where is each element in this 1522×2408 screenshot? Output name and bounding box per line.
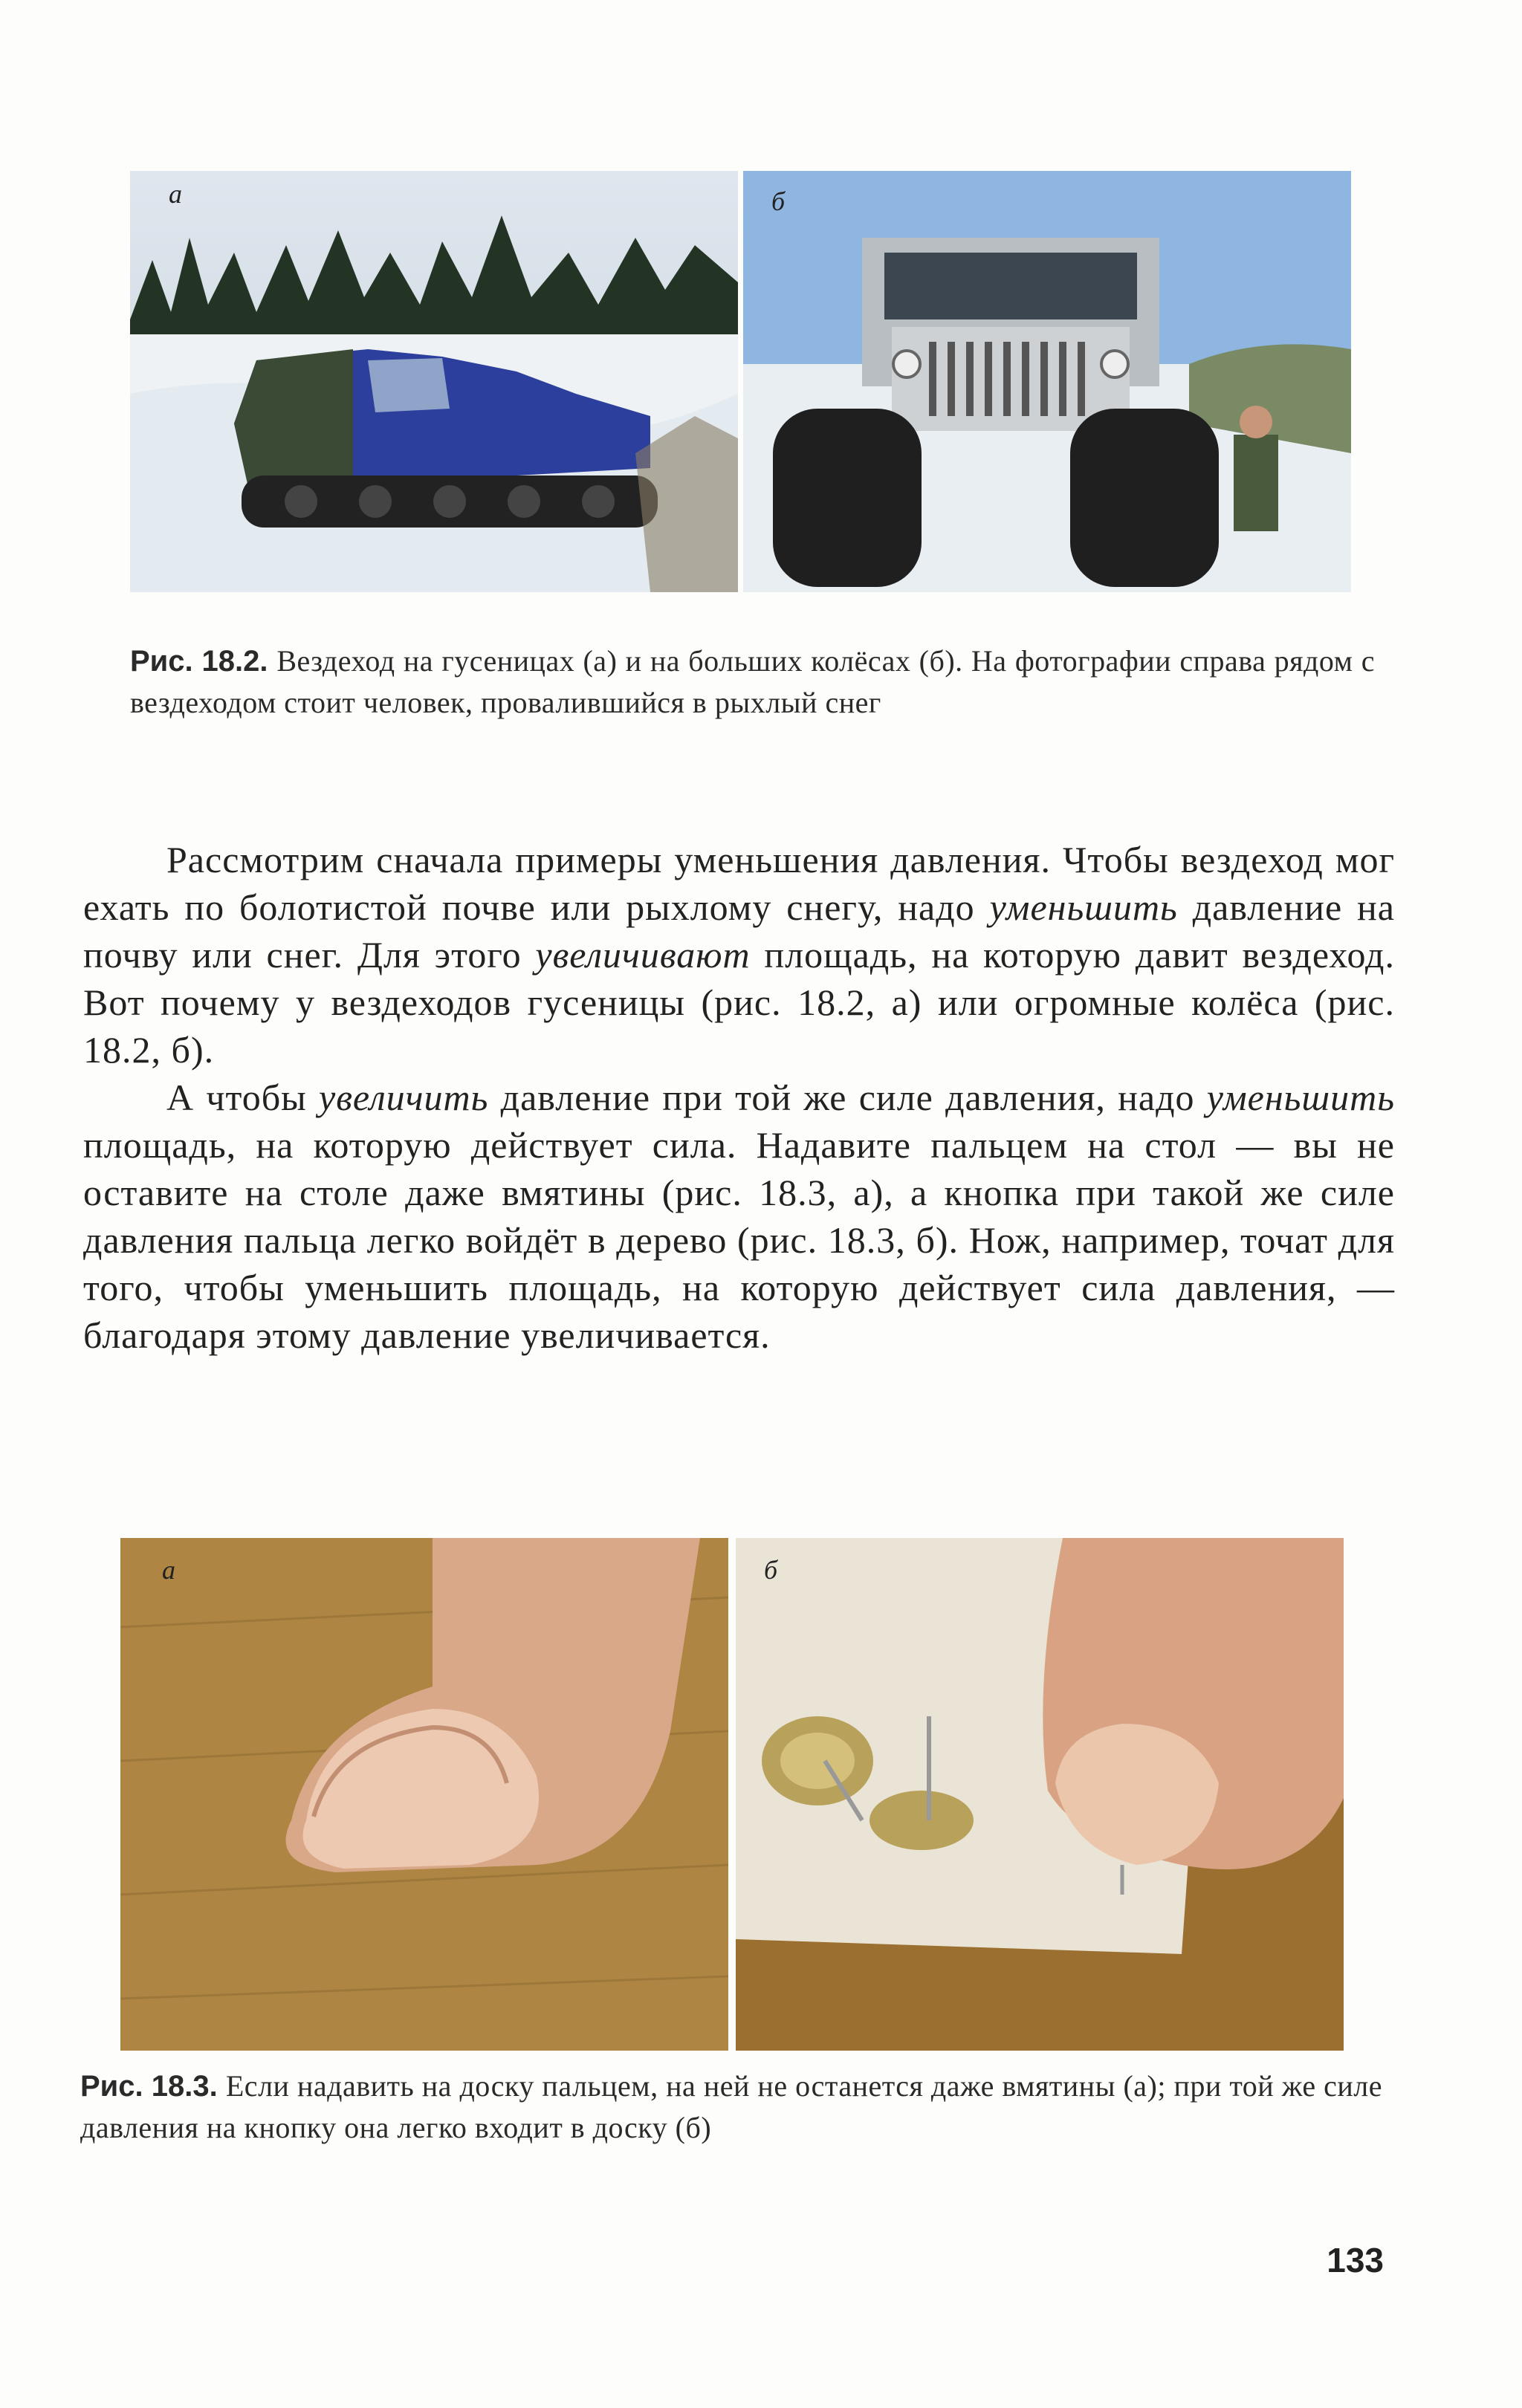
figure-18-2-caption-text: Вездеход на гусеницах (а) и на больших колёсах (б). На фотографии справа рядом с вездеходом стоит человек, провалившийся в рыхлый снег xyxy=(130,644,1375,719)
figure-18-3-panel-b-label: б xyxy=(764,1555,778,1585)
figure-18-3-caption xyxy=(80,2065,1382,2149)
paragraph-2-text: давление при той же силе давления, надо xyxy=(488,1077,1207,1118)
paragraph-1-text: Рассмотрим сначала примеры уменьшения давления. Чтобы вездеход мог ехать по болотистой почве или рыхлому снегу, надо xyxy=(83,839,1395,928)
figure-18-2-caption xyxy=(130,640,1375,724)
page-number: 133 xyxy=(1327,2241,1384,2279)
figure-18-3-panel-a-label: а xyxy=(162,1555,175,1585)
paragraph-2 xyxy=(83,1074,1395,1359)
photo-tracked-vehicle xyxy=(130,171,738,592)
paragraph-1 xyxy=(83,836,1395,1074)
figure-18-2-panel-b-label: б xyxy=(771,186,786,216)
figure-18-3-caption-text: Если надавить на доску пальцем, на ней не останется даже вмятины (а); при той же силе давления на кнопку она легко входит в доску (б) xyxy=(80,2069,1382,2144)
paragraph-2-text: площадь, на которую действует сила. Надавите пальцем на стол — вы не оставите на столе даже вмятины (рис. 18.3, а), а кнопка при такой же силе давления пальца легко войдёт в дерево (рис. 18.3, б). Нож, например, точат для того, чтобы уменьшить площадь, на которую действует сила давления, — благодаря этому давление увеличивается. xyxy=(83,1124,1395,1356)
paragraph-2-emphasis-1: увеличить xyxy=(319,1077,489,1118)
paragraph-1-emphasis-1: уменьшить xyxy=(989,886,1178,928)
paragraph-2-text: А чтобы xyxy=(166,1077,320,1118)
paragraph-1-emphasis-2: увеличивают xyxy=(535,934,751,976)
paragraph-1-text: давление на почву или снег. Для этого xyxy=(83,886,1396,976)
photo-finger-on-board xyxy=(120,1538,728,2051)
paragraph-1-text: площадь, на которую давит вездеход. Вот почему у вездеходов гусеницы (рис. 18.2, а) или огромные колёса (рис. 18.2, б). xyxy=(83,934,1395,1071)
photo-wheeled-vehicle xyxy=(743,171,1351,592)
body-text xyxy=(83,836,1395,1359)
photo-thumbtack-in-board xyxy=(736,1538,1344,2051)
figure-18-2-caption-number: Рис. 18.2. xyxy=(130,645,277,678)
figure-18-2-panel-a-label: а xyxy=(169,179,182,209)
paragraph-2-emphasis-2: уменьшить xyxy=(1206,1077,1395,1118)
figure-18-3-caption-number: Рис. 18.3. xyxy=(80,2070,226,2103)
